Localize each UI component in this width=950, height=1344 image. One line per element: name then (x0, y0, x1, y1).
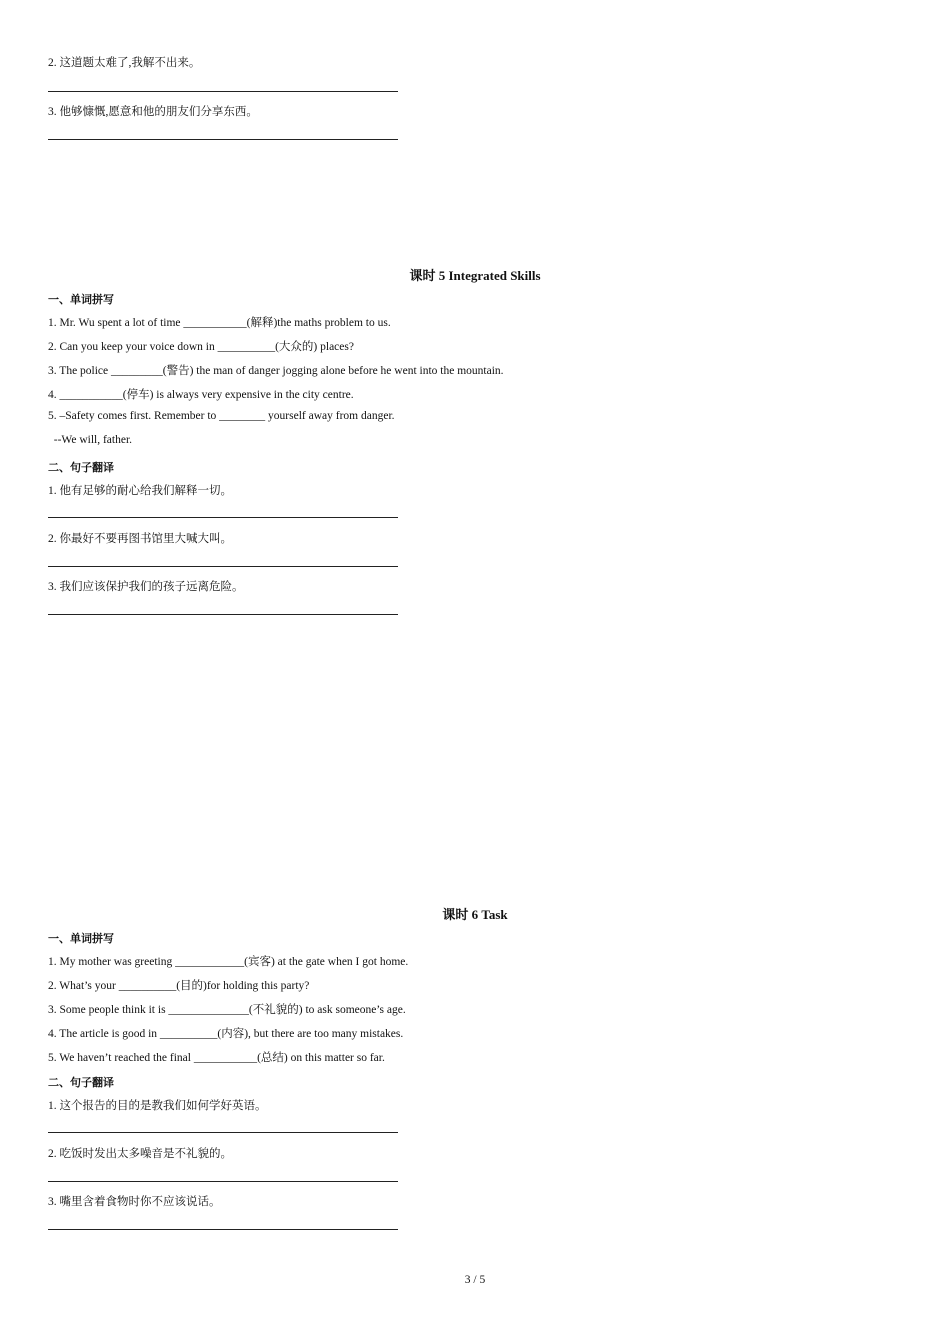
translation-heading: 二、句子翻译 (48, 1076, 114, 1089)
spelling-heading: 一、单词拼写 (48, 932, 114, 945)
lesson5-title: 课时 5 Integrated Skills (409, 268, 541, 283)
exercise-item: --We will, father. (48, 434, 133, 446)
exercise-item: 5. –Safety comes first. Remember to ________ yourself away from danger. (48, 410, 395, 422)
exercise-item: 4. ___________(停车) is always very expensive in the city centre. (48, 389, 354, 401)
exercise-item: 1. My mother was greeting ____________(宾客) at the gate when I got home. (48, 956, 409, 968)
answer-line (48, 139, 398, 140)
answer-line (48, 517, 398, 518)
exercise-item: 3. 我们应该保护我们的孩子远离危险。 (48, 581, 244, 593)
exercise-item: 3. Some people think it is ______________(不礼貌的) to ask someone’s age. (48, 1004, 406, 1016)
exercise-item: 2. 吃饭时发出太多噪音是不礼貌的。 (48, 1148, 232, 1160)
answer-line (48, 1229, 398, 1230)
page-number: 3 / 5 (464, 1274, 486, 1286)
exercise-item: 4. The article is good in __________(内容), but there are too many mistakes. (48, 1028, 404, 1040)
exercise-item: 3. 他够慷慨,愿意和他的朋友们分享东西。 (48, 106, 258, 118)
exercise-item: 2. 你最好不要再图书馆里大喊大叫。 (48, 533, 232, 545)
spelling-heading: 一、单词拼写 (48, 293, 114, 306)
lesson6-title: 课时 6 Task (442, 907, 508, 922)
answer-line (48, 566, 398, 567)
answer-line (48, 1132, 398, 1133)
answer-line (48, 614, 398, 615)
exercise-item: 3. The police _________(警告) the man of danger jogging alone before he went into the mountain. (48, 365, 504, 377)
exercise-item: 3. 嘴里含着食物时你不应该说话。 (48, 1196, 221, 1208)
exercise-item: 2. 这道题太难了,我解不出来。 (48, 57, 201, 69)
answer-line (48, 91, 398, 92)
exercise-item: 2. What’s your __________(目的)for holding this party? (48, 980, 310, 992)
exercise-item: 2. Can you keep your voice down in __________(大众的) places? (48, 341, 354, 353)
exercise-item: 5. We haven’t reached the final ___________(总结) on this matter so far. (48, 1052, 385, 1064)
answer-line (48, 1181, 398, 1182)
exercise-item: 1. 他有足够的耐心给我们解释一切。 (48, 485, 232, 497)
exercise-item: 1. 这个报告的目的是教我们如何学好英语。 (48, 1100, 267, 1112)
translation-heading: 二、句子翻译 (48, 461, 114, 474)
exercise-item: 1. Mr. Wu spent a lot of time ___________(解释)the maths problem to us. (48, 317, 391, 329)
